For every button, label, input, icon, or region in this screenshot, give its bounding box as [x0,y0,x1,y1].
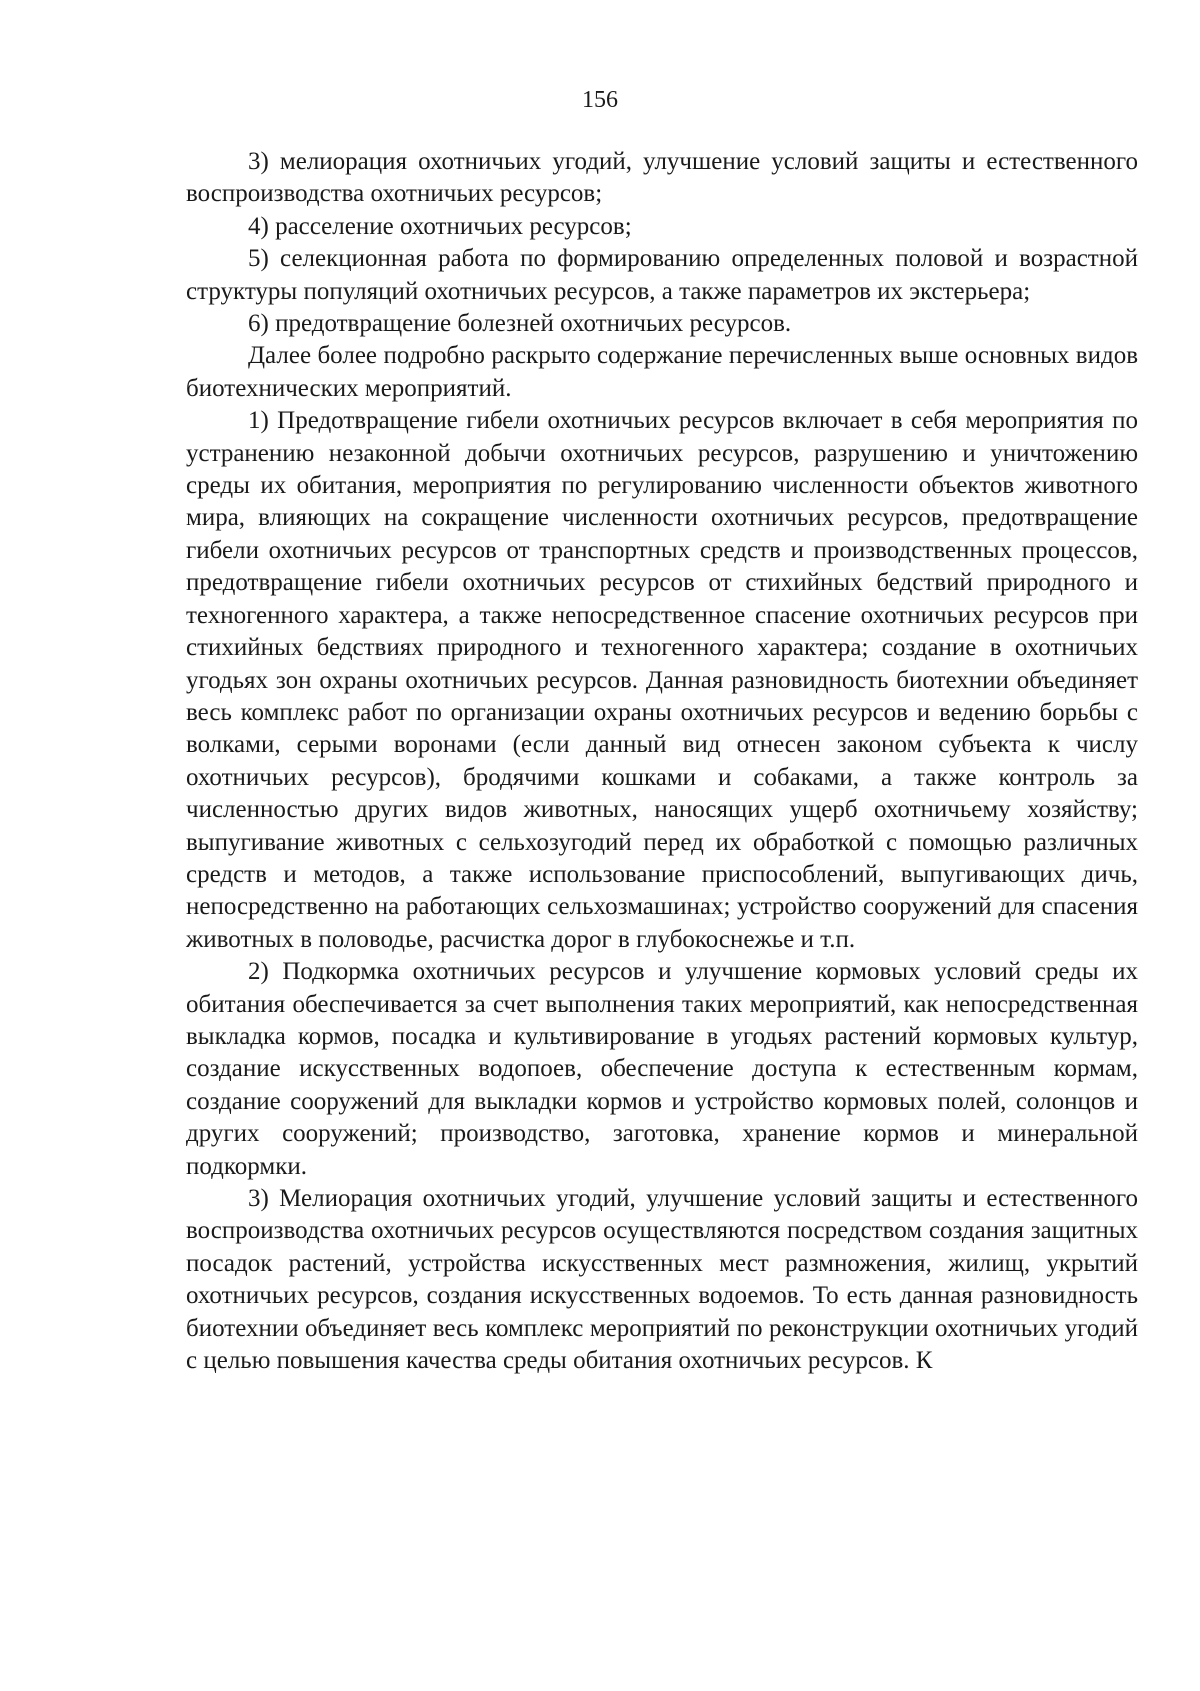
body-text [186,146,1138,1377]
page-number: 156 [582,87,618,113]
paragraph-section-3-melioration: 3) Мелиорация охотничьих угодий, улучшение условий защиты и естественного воспроизводства охотничьих ресурсов осуществляются посредством создания защитных посадок растений, устройства искусственных мест размножения, жилищ, укрытий охотничьих ресурсов, создания искусственных водоемов. То есть данная разновидность биотехнии объединяет весь комплекс мероприятий по реконструкции охотничьих угодий с целью повышения качества среды обитания охотничьих ресурсов. К [186,1185,1138,1375]
paragraph-item-4-resettlement: 4) расселение охотничьих ресурсов; [248,212,632,240]
paragraph-item-6-disease-prevention: 6) предотвращение болезней охотничьих ресурсов. [248,310,792,338]
paragraph-section-2-feeding: 2) Подкормка охотничьих ресурсов и улучшение кормовых условий среды их обитания обеспечивается за счет выполнения таких мероприятий, как непосредственная выкладка кормов, посадка и культивирование в угодьях растений кормовых культур, создание искусственных водопоев, обеспечение доступа к естественным кормам, создание сооружений для выкладки кормов и устройство кормовых полей, солонцов и других сооружений; производство, заготовка, хранение кормов и минеральной подкормки. [186,958,1138,1180]
paragraph-item-3-melioration: 3) мелиорация охотничьих угодий, улучшение условий защиты и естественного воспроизводства охотничьих ресурсов; [186,148,1138,208]
paragraph-intro: Далее более подробно раскрыто содержание перечисленных выше основных видов биотехнических мероприятий. [186,342,1138,402]
paragraph-item-5-selection: 5) селекционная работа по формированию определенных половой и возрастной структуры популяций охотничьих ресурсов, а также параметров их экстерьера; [186,245,1138,305]
paragraph-section-1-mortality-prevention: 1) Предотвращение гибели охотничьих ресурсов включает в себя мероприятия по устранению незаконной добычи охотничьих ресурсов, разрушению и уничтожению среды их обитания, мероприятия по регулированию численности объектов животного мира, влияющих на сокращение численности охотничьих ресурсов, предотвращение гибели охотничьих ресурсов от транспортных средств и производственных процессов, предотвращение гибели охотничьих ресурсов от стихийных бедствий природного и техногенного характера, а также непосредственное спасение охотничьих ресурсов при стихийных бедствиях природного и техногенного характера; создание в охотничьих угодьях зон охраны охотничьих ресурсов. Данная разновидность биотехнии объединяет весь комплекс работ по организации охраны охотничьих ресурсов и ведению борьбы с волками, серыми воронами (если данный вид отнесен законом субъекта к числу охотничьих ресурсов), бродячими кошками и собаками, а также контроль за численностью других видов животных, наносящих ущерб охотничьему хозяйству; выпугивание животных с сельхозугодий перед их обработкой с помощью различных средств и методов, а также использование приспособлений, выпугивающих дичь, непосредственно на работающих сельхозмашинах; устройство сооружений для спасения животных в половодье, расчистка дорог в глубокоснежье и т.п. [186,407,1138,953]
